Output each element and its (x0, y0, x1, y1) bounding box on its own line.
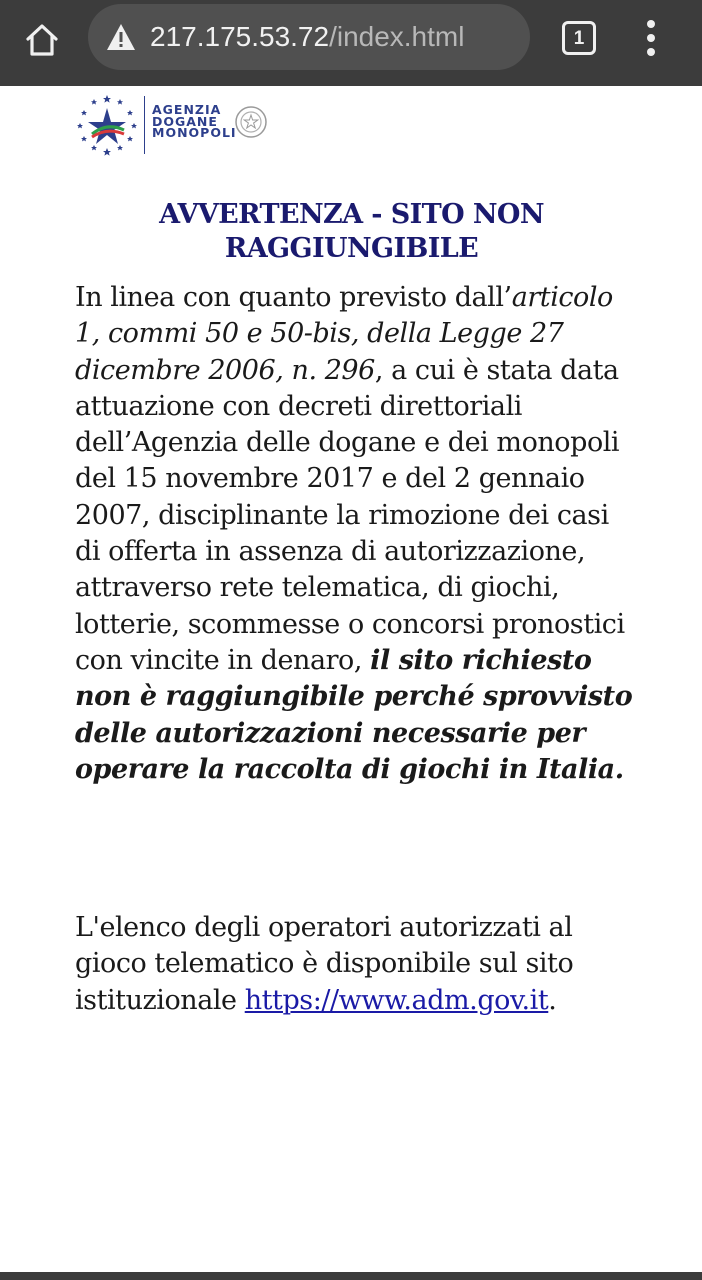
logo-wordmark (152, 104, 237, 139)
adm-website-link[interactable]: https://www.adm.gov.it (244, 984, 549, 1016)
logo-line-1: AGENZIA (152, 102, 222, 117)
bottom-bar (0, 1272, 702, 1280)
operators-end: . (548, 984, 557, 1016)
tab-switcher-icon[interactable] (562, 21, 596, 55)
notice-body: , a cui è stata data attuazione con decreti direttoriali dell’Agenzia delle dogane e dei monopoli del 15 novembre 2017 e del 2 gennaio 2007, disciplinante la rimozione dei casi di offerta in assenza di autorizzazione, attraverso rete telematica, di giochi, lotterie, scommesse o concorsi pronostici con vincite in denaro, (75, 354, 625, 676)
italian-emblem-icon (234, 104, 268, 140)
notice-intro: In linea con quanto previsto dall’ (75, 282, 512, 313)
logo-line-3: MONOPOLI (152, 125, 237, 140)
eu-stars-logo-icon (74, 90, 140, 156)
url-text[interactable] (150, 21, 464, 53)
notice-paragraph (75, 280, 637, 788)
notice-conclusion: il sito richiesto non è raggiungibile perché sprovvisto delle autorizzazioni necessarie per operare la raccolta di giochi in Italia. (75, 644, 633, 785)
url-path: /index.html (329, 21, 465, 52)
logo-line-2: DOGANE (152, 113, 218, 129)
adm-logo (74, 90, 274, 156)
home-icon[interactable] (20, 18, 64, 62)
url-host: 217.175.53.72 (150, 21, 330, 52)
operators-text: L'elenco degli operatori autorizzati al gioco telematico è disponibile sul sito istituzionale (75, 912, 574, 1016)
browser-toolbar (0, 0, 702, 86)
authorized-operators-paragraph (75, 910, 637, 1019)
tab-count: 1 (573, 27, 585, 49)
logo-separator (144, 96, 145, 154)
law-reference: articolo 1, commi 50 e 50-bis, della Legge 27 dicembre 2006, n. 296 (75, 282, 613, 386)
warning-triangle-icon[interactable] (106, 23, 136, 51)
overflow-menu-icon[interactable] (636, 18, 666, 58)
page-title: AVVERTENZA - SITO NON RAGGIUNGIBILE (159, 199, 544, 264)
address-bar[interactable] (88, 4, 530, 70)
